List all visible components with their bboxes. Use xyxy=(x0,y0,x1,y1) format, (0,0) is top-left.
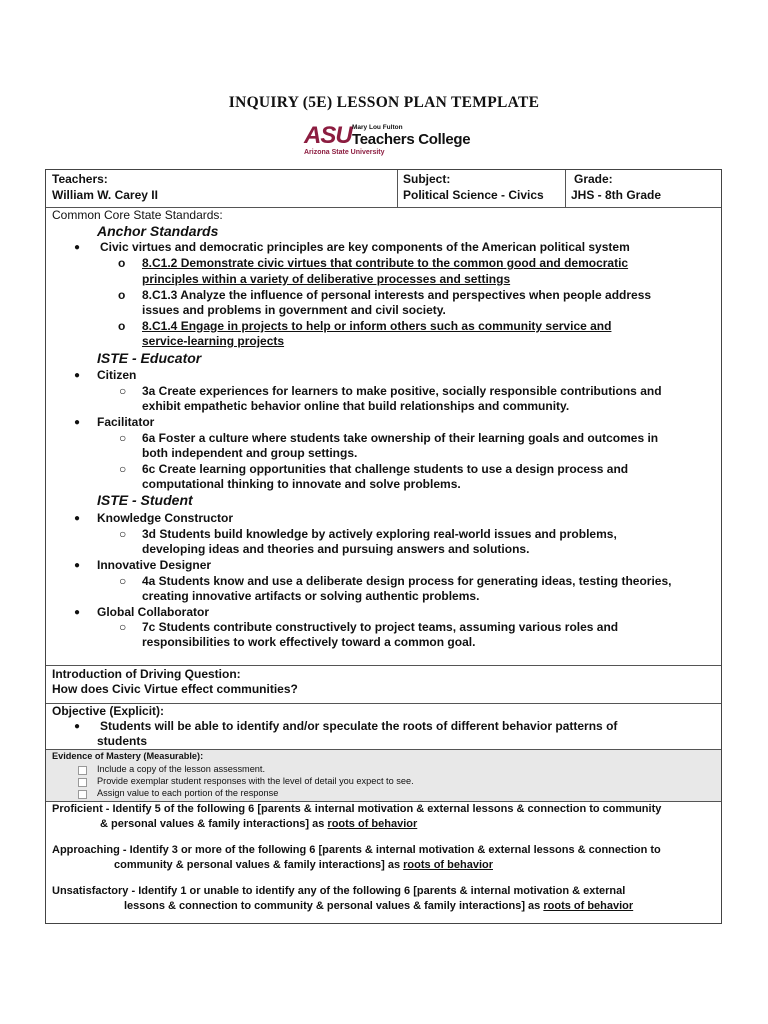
iste-6a-line1: 6a Foster a culture where students take ownership of their learning goals and outcomes in xyxy=(142,431,659,445)
objective-line1: Students will be able to identify and/or speculate the roots of different behavior patterns of xyxy=(100,719,618,733)
iste-educator-title: ISTE - Educator xyxy=(97,350,202,366)
header-divider xyxy=(397,170,398,207)
standard-8c13-line2: issues and problems in government and civil society. xyxy=(142,303,446,317)
logo-college-name: Teachers College xyxy=(352,131,471,148)
circle-bullet-icon: ○ xyxy=(119,431,127,445)
objective-line2: students xyxy=(97,734,148,748)
standard-8c14-line2: service-learning projects xyxy=(142,334,285,348)
approaching-roots-link: roots of behavior xyxy=(403,859,493,871)
evidence-label: Evidence of Mastery (Measurable): xyxy=(52,751,204,761)
circle-bullet-icon: ○ xyxy=(119,384,127,398)
iste-3a-line2: exhibit empathetic behavior online that build relationships and community. xyxy=(142,399,570,413)
teachers-value: William W. Carey II xyxy=(52,188,158,202)
lesson-plan-table xyxy=(45,169,722,924)
anchor-standards-title: Anchor Standards xyxy=(97,223,219,239)
o-marker: o xyxy=(118,319,126,333)
approaching-line2 xyxy=(114,858,503,874)
evidence-item: Assign value to each portion of the response xyxy=(97,788,279,798)
standard-8c12-line2: principles within a variety of deliberative processes and settings xyxy=(142,272,511,286)
unsatisfactory-line1: Unsatisfactory - Identify 1 or unable to identify any of the following 6 [parents & internal motivation & external xyxy=(52,885,626,897)
standard-8c14-line1: 8.C1.4 Engage in projects to help or inform others such as community service and xyxy=(142,319,612,333)
logo-small-text: Mary Lou Fulton xyxy=(352,124,403,131)
circle-bullet-icon: ○ xyxy=(119,620,127,634)
iste-6c-line2: computational thinking to innovate and solve problems. xyxy=(142,477,461,491)
bullet-icon: ● xyxy=(74,607,81,618)
checkbox-icon xyxy=(78,790,87,799)
evidence-item: Provide exemplar student responses with the level of detail you expect to see. xyxy=(97,776,414,786)
unsatisfactory-roots-link: roots of behavior xyxy=(543,900,634,912)
standard-8c13-line1: 8.C1.3 Analyze the influence of personal interests and perspectives when people address xyxy=(142,288,652,302)
evidence-item: Include a copy of the lesson assessment. xyxy=(97,764,266,774)
bullet-icon: ● xyxy=(74,242,81,253)
circle-bullet-icon: ○ xyxy=(119,527,127,541)
global-collaborator-label: Global Collaborator xyxy=(97,605,210,619)
bullet-icon: ● xyxy=(74,417,81,428)
o-marker: o xyxy=(118,256,126,270)
circle-bullet-icon: ○ xyxy=(119,462,127,476)
iste-6a-line2: both independent and group settings. xyxy=(142,446,358,460)
bullet-icon: ● xyxy=(74,560,81,571)
proficient-roots-link: roots of behavior xyxy=(327,818,418,830)
unsatisfactory-text: lessons & connection to community & personal values & family interactions] as xyxy=(124,900,541,912)
document-title: INQUIRY (5E) LESSON PLAN TEMPLATE xyxy=(228,94,540,111)
header-divider xyxy=(565,170,566,207)
grade-value: JHS - 8th Grade xyxy=(571,188,662,202)
o-marker: o xyxy=(118,288,126,302)
unsatisfactory-line2 xyxy=(124,899,647,915)
circle-bullet-icon: ○ xyxy=(119,574,127,588)
innovative-designer-label: Innovative Designer xyxy=(97,558,212,572)
bullet-icon: ● xyxy=(74,370,81,381)
driving-question-label: Introduction of Driving Question: xyxy=(52,667,241,681)
driving-question: How does Civic Virtue effect communities? xyxy=(52,682,298,696)
knowledge-constructor-label: Knowledge Constructor xyxy=(97,511,234,525)
iste-4a-line2: creating innovative artifacts or solving authentic problems. xyxy=(142,589,480,603)
iste-3d-line1: 3d Students build knowledge by actively exploring real-world issues and problems, xyxy=(142,527,617,541)
asu-logo-mark: ASU xyxy=(304,122,352,149)
anchor-bullet: Civic virtues and democratic principles are key components of the American political system xyxy=(100,240,630,254)
checkbox-icon xyxy=(78,766,87,775)
bullet-icon: ● xyxy=(74,513,81,524)
standards-heading: Common Core State Standards: xyxy=(52,208,223,222)
checkbox-icon xyxy=(78,778,87,787)
proficient-line1: Proficient - Identify 5 of the following 6 [parents & internal motivation & external lessons & connection to community xyxy=(52,803,662,815)
standard-8c12-line1: 8.C1.2 Demonstrate civic virtues that contribute to the common good and democratic xyxy=(142,256,629,270)
facilitator-label: Facilitator xyxy=(97,415,155,429)
iste-7c-line1: 7c Students contribute constructively to project teams, assuming various roles and xyxy=(142,620,619,634)
iste-3a-line1: 3a Create experiences for learners to make positive, socially responsible contributions and xyxy=(142,384,662,398)
iste-3d-line2: developing ideas and theories and pursuing answers and solutions. xyxy=(142,542,530,556)
proficient-line2 xyxy=(100,817,427,833)
iste-7c-line2: responsibilities to work effectively toward a common goal. xyxy=(142,635,476,649)
subject-value: Political Science - Civics xyxy=(403,188,544,202)
logo-university: Arizona State University xyxy=(304,149,385,156)
objective-label: Objective (Explicit): xyxy=(52,704,165,718)
iste-student-title: ISTE - Student xyxy=(97,492,193,508)
row-divider xyxy=(46,665,721,666)
iste-6c-line1: 6c Create learning opportunities that challenge students to use a design process and xyxy=(142,462,629,476)
bullet-icon: ● xyxy=(74,721,81,732)
subject-label: Subject: xyxy=(403,172,451,186)
approaching-text: community & personal values & family interactions] as xyxy=(114,859,401,871)
citizen-label: Citizen xyxy=(97,368,137,382)
proficient-text: & personal values & family interactions] as xyxy=(100,818,325,830)
asu-logo xyxy=(302,122,472,160)
teachers-label: Teachers: xyxy=(52,172,108,186)
approaching-line1: Approaching - Identify 3 or more of the following 6 [parents & internal motivation & external lessons & connection to xyxy=(52,844,661,856)
grade-label: Grade: xyxy=(574,172,613,186)
iste-4a-line1: 4a Students know and use a deliberate design process for generating ideas, testing theories, xyxy=(142,574,672,588)
